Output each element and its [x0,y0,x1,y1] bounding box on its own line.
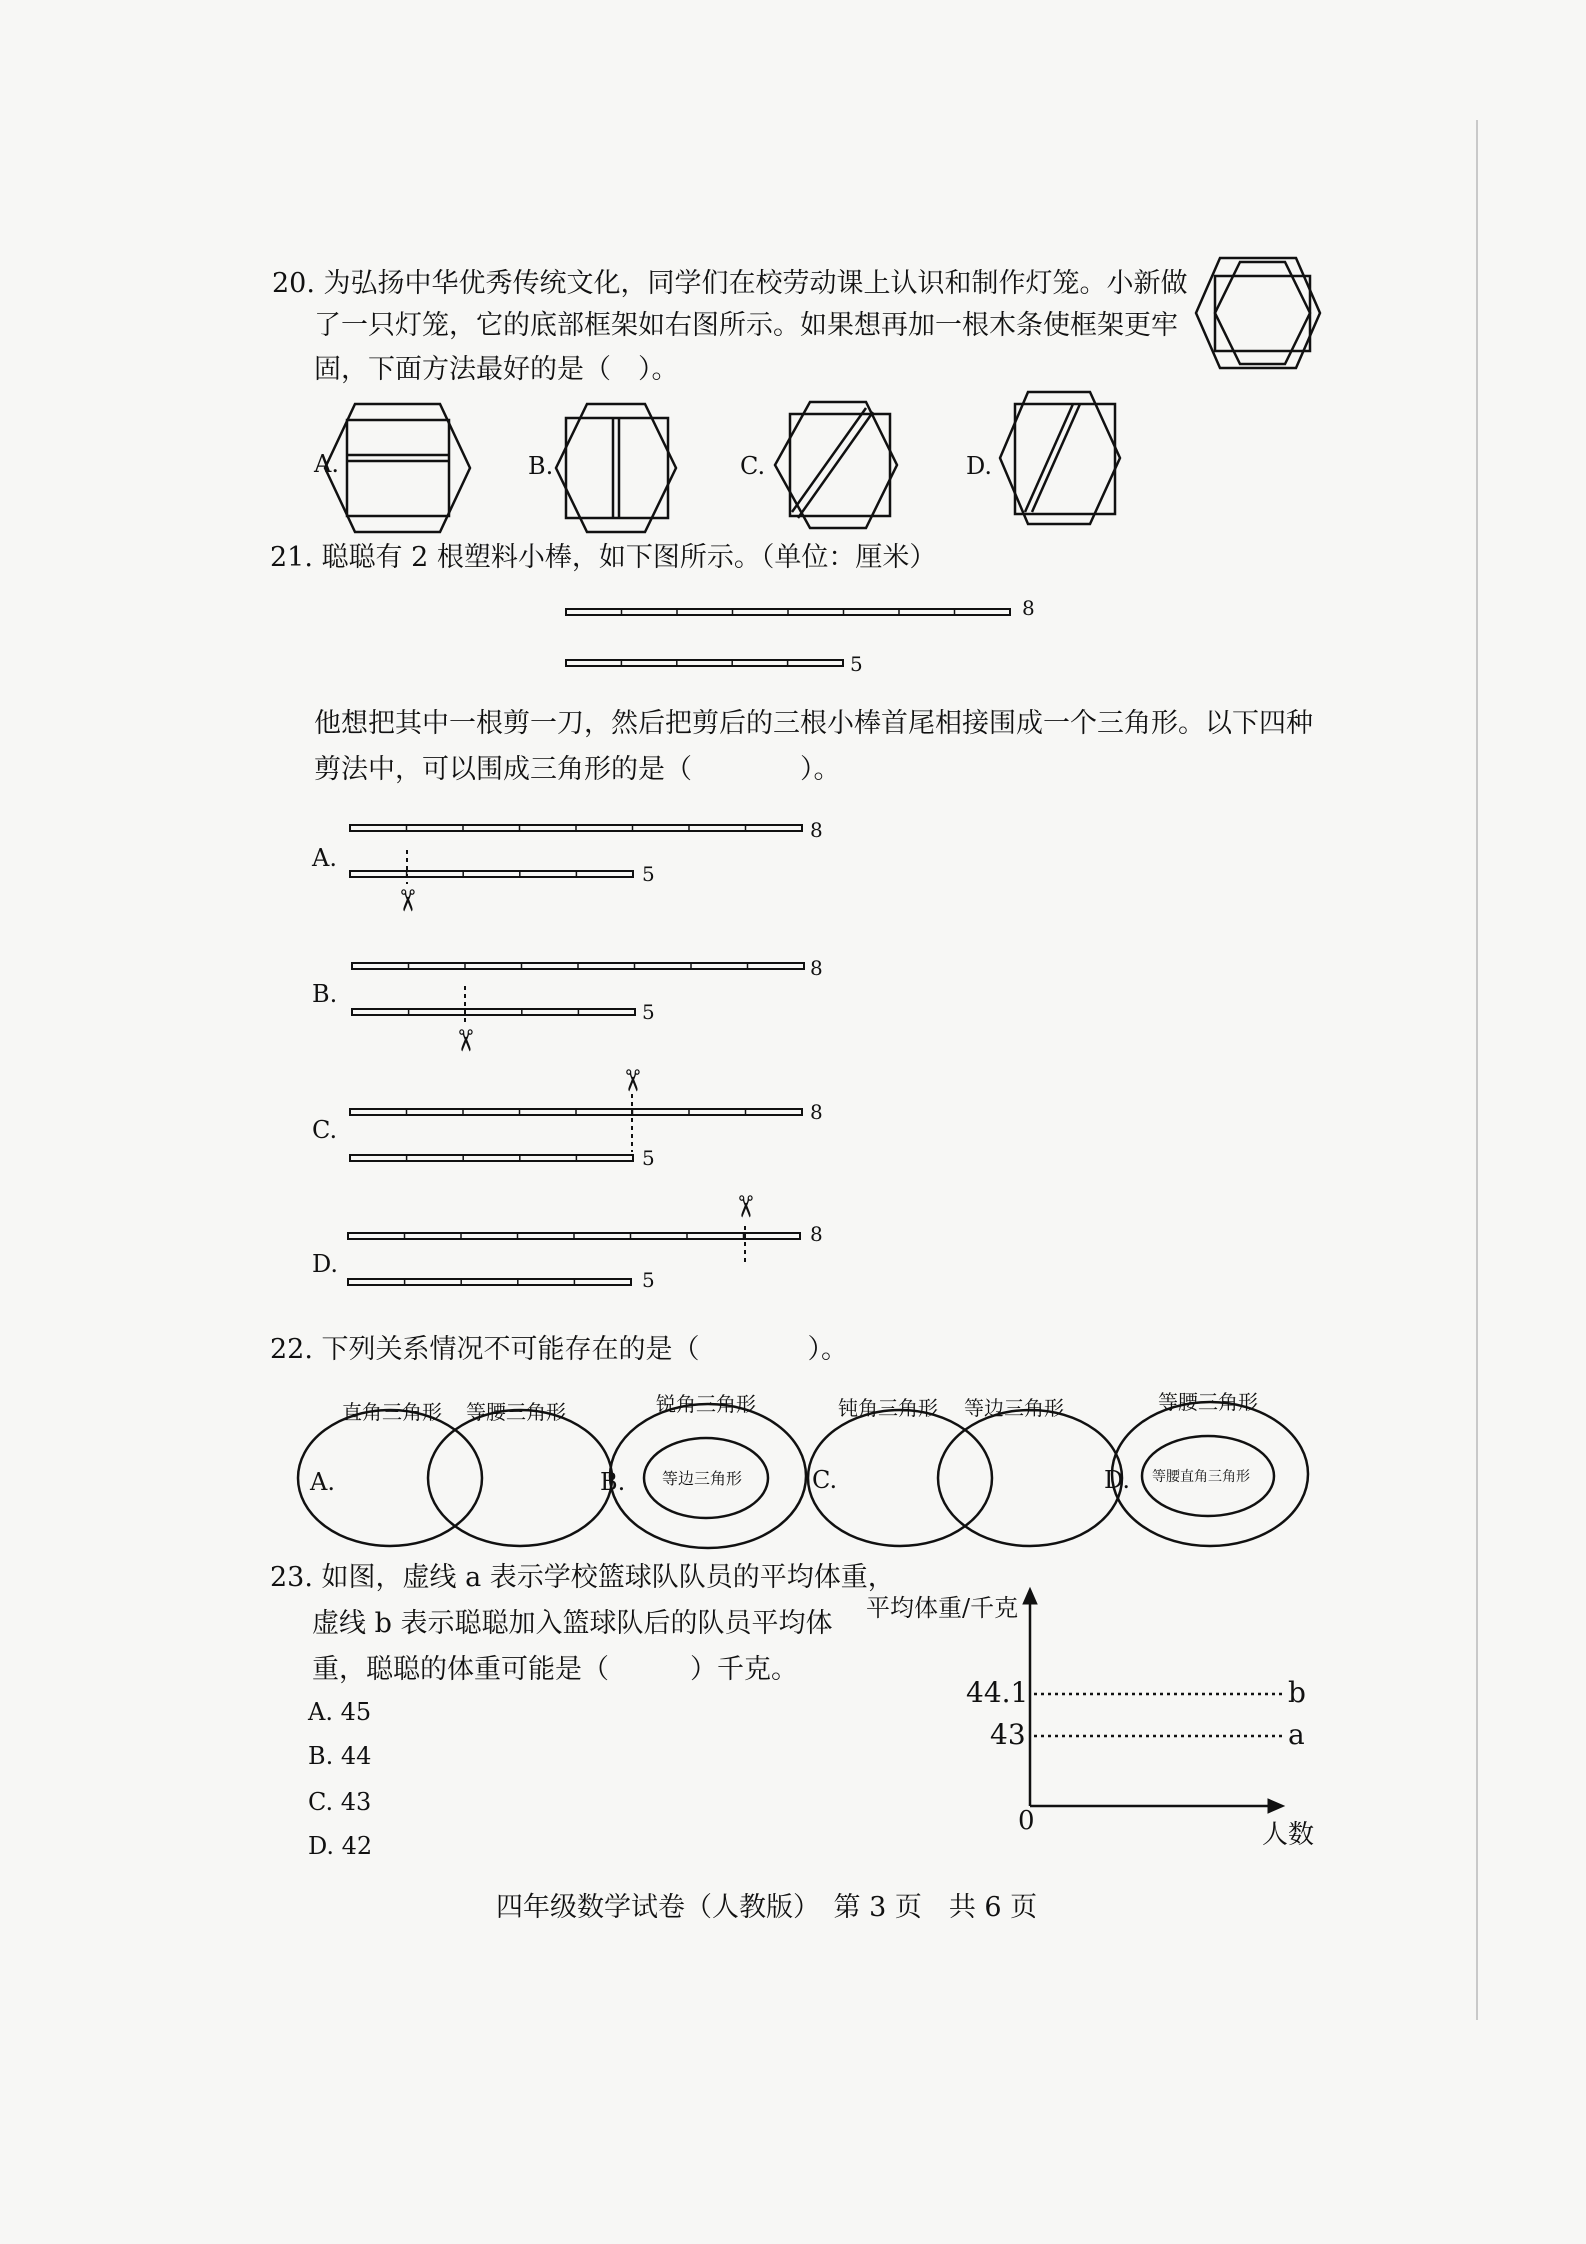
q20-option-c-hexagon [775,402,897,528]
q23-line-3: 重，聪聪的体重可能是（ ）千克。 [312,1654,798,1685]
q20-option-a-hexagon [325,404,470,532]
q20-option-c-label[interactable]: C. [740,452,766,480]
q23-origin-label: 0 [1018,1806,1035,1836]
q20-option-b-label[interactable]: B. [528,452,554,480]
q21-a-cut [389,850,424,913]
q21-line-3: 剪法中，可以围成三角形的是（ ）。 [314,754,841,785]
q22-c-left-set: 钝角三角形 [838,1396,938,1420]
q21-a-stick-8 [350,824,802,832]
q21-line-2: 他想把其中一根剪一刀，然后把剪后的三根小棒首尾相接围成一个三角形。以下四种 [314,708,1313,739]
q20-line-2: 了一只灯笼，它的底部框架如右图所示。如果想再加一根木条使框架更牢 [314,310,1178,341]
q22-d-outer-set: 等腰三角形 [1158,1390,1258,1414]
q21-length-5: 5 [850,652,863,676]
q22-b-outer-set: 锐角三角形 [656,1392,756,1416]
q21-option-c-label[interactable]: C. [312,1116,338,1144]
q21-b-length-5: 5 [642,1000,655,1024]
q22-c-right-set: 等边三角形 [964,1396,1064,1420]
q21-ref-stick-5 [566,659,843,667]
q21-b-stick-5 [352,1008,635,1016]
q23-x-arrow [1268,1799,1284,1813]
svg-text:✂: ✂ [727,1194,762,1220]
q22-option-b-label[interactable]: B. [600,1468,626,1496]
q22-option-c-label[interactable]: C. [812,1466,838,1494]
svg-text:✂: ✂ [614,1068,649,1094]
q22-d-inner-set: 等腰直角三角形 [1152,1469,1250,1485]
q20-option-d-hexagon [1000,392,1120,524]
q22-a-left-set: 直角三角形 [342,1400,442,1424]
q23-line-1: 23. 如图，虚线 a 表示学校篮球队队员的平均体重， [270,1562,895,1593]
q22-option-a-label[interactable]: A. [310,1468,335,1496]
q21-b-cut [447,986,482,1053]
q21-c-length-5: 5 [642,1146,655,1170]
q21-option-b-label[interactable]: B. [312,980,338,1008]
q20-line-1: 20. 为弘扬中华优秀传统文化，同学们在校劳动课上认识和制作灯笼。小新做 [272,268,1188,299]
q22-option-a-venn [298,1410,612,1546]
q21-c-stick-5 [350,1154,633,1162]
q22-a-right-set: 等腰三角形 [466,1400,566,1424]
q21-a-length-5: 5 [642,862,655,886]
q23-b-series-label: b [1288,1676,1306,1709]
q23-y-arrow [1023,1588,1037,1604]
q23-chart [1023,1588,1286,1813]
q23-option-a[interactable]: A. 45 [308,1698,372,1726]
q21-a-length-8: 8 [810,818,823,842]
q21-d-cut [727,1194,762,1266]
q20-reference-hexagon [1196,258,1320,368]
q21-c-length-8: 8 [810,1100,823,1124]
q22-b-inner-set: 等边三角形 [662,1469,743,1488]
q21-ref-stick-8 [566,608,1010,616]
q23-option-c[interactable]: C. 43 [308,1788,372,1816]
q21-option-d-label[interactable]: D. [312,1250,339,1278]
q23-x-axis-label: 人数 [1262,1820,1315,1850]
q20-option-b-hexagon [556,404,676,532]
q22-option-d-label[interactable]: D. [1104,1466,1131,1494]
q23-a-series-label: a [1288,1718,1305,1751]
q21-option-a-label[interactable]: A. [312,844,337,872]
q21-b-length-8: 8 [810,956,823,980]
q23-y-axis-label: 平均体重/千克 [866,1594,1019,1622]
q22-line: 22. 下列关系情况不可能存在的是（ ）。 [270,1334,849,1365]
q23-line-2: 虚线 b 表示聪聪加入篮球队后的队员平均体 [312,1608,833,1639]
q21-c-stick-8 [350,1108,802,1116]
q20-option-a-label[interactable]: A. [314,450,339,478]
q21-length-8: 8 [1022,596,1035,620]
page-footer: 四年级数学试卷（人教版） 第 3 页 共 6 页 [496,1892,1038,1923]
q20-option-d-label[interactable]: D. [966,452,993,480]
q20-line-3: 固，下面方法最好的是（ ）。 [314,354,679,385]
q21-d-length-8: 8 [810,1222,823,1246]
q23-b-value-label: 44.1 [966,1676,1029,1709]
q21-d-length-5: 5 [642,1268,655,1292]
q21-b-stick-8 [352,962,804,970]
q21-line-1: 21. 聪聪有 2 根塑料小棒，如下图所示。（单位：厘米） [270,542,937,573]
q23-option-b[interactable]: B. 44 [308,1742,372,1770]
svg-text:✂: ✂ [389,888,424,914]
q22-option-c-venn [808,1410,1122,1546]
q21-d-stick-8 [348,1232,800,1240]
q21-a-stick-5 [350,870,633,878]
q23-option-d[interactable]: D. 42 [308,1832,373,1860]
svg-text:✂: ✂ [447,1028,482,1054]
q21-d-stick-5 [348,1278,631,1286]
q23-a-value-label: 43 [990,1718,1026,1751]
